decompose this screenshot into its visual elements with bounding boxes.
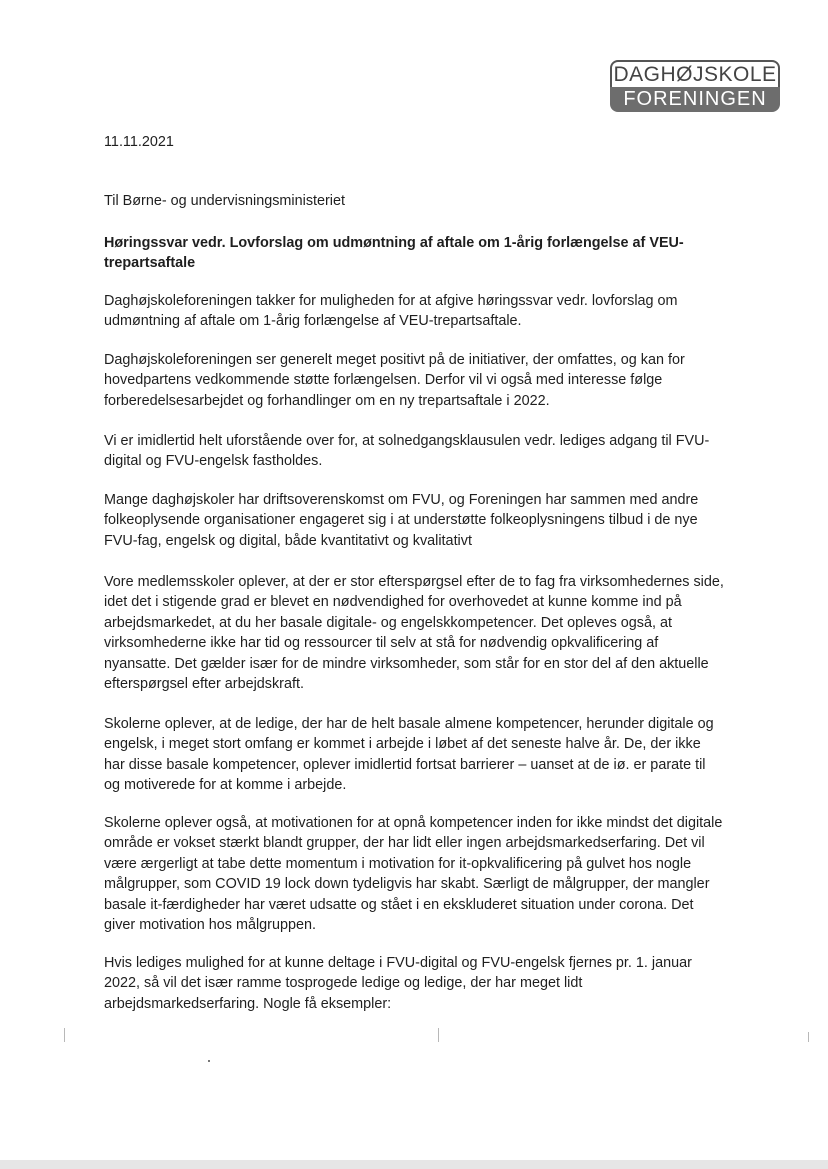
letter-recipient: Til Børne- og undervisningsministeriet	[104, 193, 346, 209]
scan-mark-left	[64, 1028, 65, 1042]
letter-subject: Høringssvar vedr. Lovforslag om udmøntning af aftale om 1-årig forlængelse af VEU-trepartsaftale	[104, 235, 684, 272]
scan-bottom-band	[0, 1160, 828, 1169]
paragraph-2: Daghøjskoleforeningen ser generelt meget positivt på de initiativer, der omfattes, og kan for hovedpartens vedkommende støtte forlængelsen. Derfor vil vi også med interesse følge forberedelsesarbejdet og forhandlinger om en ny trepartsaftale i 2022.	[104, 352, 685, 409]
paragraph-7: Skolerne oplever også, at motivationen for at opnå kompetencer inden for ikke mindst det digitale område er vokset stærkt blandt grupper, der har lidt eller ingen arbejdsmarkedserfaring. Det vil være ærgerligt at tabe dette momentum i motivation for it-opkvalificering på gulvet hos nogle målgrupper, som COVID 19 lock down tydeligvis har skabt. Særligt de målgrupper, der mangler basale it-færdigheder har været udsatte og stået i en ekskluderet situation under corona. Det giver motivation hos målgruppen.	[104, 815, 723, 934]
paragraph-4: Mange daghøjskoler har driftsoverenskomst om FVU, og Foreningen har sammen med andre folkeoplysende organisationer engageret sig i at understøtte folkeoplysningens tilbud i de nye FVU-fag, engelsk og digital, både kvantitativt og kvalitativt	[104, 492, 699, 549]
paragraph-1: Daghøjskoleforeningen takker for muligheden for at afgive høringssvar vedr. lovforslag om udmøntning af aftale om 1-årig forlængelse af VEU-trepartsaftale.	[104, 293, 678, 330]
scan-dot	[208, 1060, 210, 1062]
letter-date: 11.11.2021	[104, 134, 174, 150]
scan-mark-right	[808, 1032, 809, 1042]
organization-logo	[610, 60, 780, 112]
logo-line-1: DAGHØJSKOLE	[610, 60, 780, 87]
paragraph-6: Skolerne oplever, at de ledige, der har de helt basale almene kompetencer, herunder digitale og engelsk, i meget stort omfang er kommet i arbejde i løbet af det seneste halve år. De, der ikke har disse basale kompetencer, oplever imidlertid fortsat barrierer – uanset at de iø. er parate til og motiverede for at komme i arbejde.	[104, 716, 714, 794]
paragraph-5: Vore medlemsskoler oplever, at der er stor efterspørgsel efter de to fag fra virksomhedernes side, idet det i stigende grad er blevet en nødvendighed for overhovedet at kunne komme ind på arbejdsmarkedet, at du her basale digitale- og engelskkompetencer. Det opleves også, at virksomhederne ikke har tid og ressourcer til selv at stå for nødvendig opkvalificering af nyansatte. Det gælder især for de mindre virksomheder, som står for en stor del af den aktuelle efterspørgsel efter arbejdskraft.	[104, 574, 724, 693]
paragraph-8: Hvis lediges mulighed for at kunne deltage i FVU-digital og FVU-engelsk fjernes pr. 1. januar 2022, så vil det især ramme tosprogede ledige og ledige, der har meget lidt arbejdsmarkedserfaring. Nogle få eksempler:	[104, 955, 692, 1012]
logo-line-2: FORENINGEN	[610, 87, 780, 112]
scan-mark-center	[438, 1028, 439, 1042]
paragraph-3: Vi er imidlertid helt uforstående over for, at solnedgangsklausulen vedr. lediges adgang til FVU-digital og FVU-engelsk fastholdes.	[104, 433, 710, 470]
